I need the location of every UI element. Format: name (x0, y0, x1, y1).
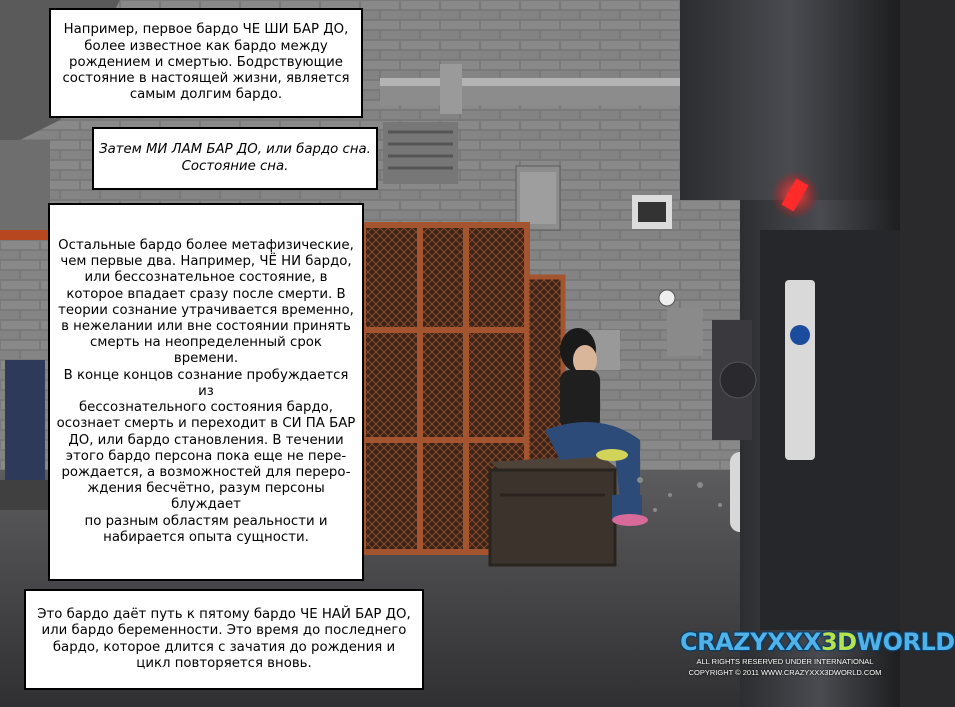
caption-3-line: смерть на неопределенный срок времени. (90, 335, 322, 367)
caption-4-line: Это бардо даёт путь к пятому бардо ЧЕ НАЙ БАР ДО, (37, 607, 411, 623)
caption-3-line: теории сознание утрачивается временно, (58, 302, 354, 318)
caption-1-line: более известное как бардо между (84, 38, 328, 54)
logo-copyright-line: COPYRIGHT © 2011 WWW.CRAZYXXX3DWORLD.COM (688, 668, 882, 677)
caption-4-line: или бардо беременности. Это время до последнего (41, 623, 407, 639)
caption-3-line: бессознательного состояния бардо, (78, 400, 334, 416)
caption-3-line: осознает смерть и переходит в СИ ПА БАР (56, 416, 356, 432)
caption-3-line: по разным областям реальности и (84, 513, 328, 529)
caption-3-line: чем первые два. Например, ЧЁ НИ бардо, (60, 254, 352, 270)
caption-3-line: В конце концов сознание пробуждается из (63, 367, 349, 399)
caption-1-line: рождением и смертью. Бодрствующие (69, 54, 343, 70)
caption-3-line: рождается, а возможностей для перерo- (61, 464, 351, 480)
caption-4-line: цикл повторяется вновь. (136, 655, 312, 671)
caption-2-line: Состояние сна. (181, 158, 289, 174)
caption-1-line: самым долгим бардо. (129, 87, 283, 103)
caption-1-line: состояние в настоящей жизни, является (62, 71, 350, 87)
caption-2-line: Затем МИ ЛАМ БАР ДО, или бардо сна. (99, 142, 371, 158)
caption-1-line: Например, первое бардо ЧЕ ШИ БАР ДО, (63, 22, 349, 38)
caption-3-line: ДО, или бардо становления. В течении (68, 432, 344, 448)
watermark-logo (680, 628, 955, 690)
logo-wordmark (680, 628, 955, 656)
caption-3-line: набирается опыта сущности. (103, 529, 309, 545)
caption-3-line: ждения бесчётно, разум персоны блуждает (87, 481, 325, 513)
caption-3-line: или бессознательное состояние, в (84, 270, 328, 286)
logo-part-c: WORLD (856, 628, 955, 656)
logo-part-b: 3D (820, 628, 857, 656)
caption-3-line: в нежелании или вне состоянии принять (61, 319, 351, 335)
logo-rights-line: ALL RIGHTS RESERVED UNDER INTERNATIONAL (696, 657, 874, 666)
logo-part-a: CRAZYXXX (680, 628, 821, 656)
caption-box-3 (48, 203, 364, 581)
caption-box-2 (92, 127, 378, 190)
caption-3-line: Остальные бардо более метафизические, (58, 237, 354, 253)
caption-4-line: бардо, которое длится с зачатия до рождения и (52, 639, 396, 655)
caption-3-line: этого бардо персона пока еще не пере- (65, 448, 347, 464)
caption-box-4 (24, 589, 424, 690)
caption-3-line: которое впадает сразу после смерти. В (66, 286, 346, 302)
caption-box-1 (49, 8, 363, 118)
